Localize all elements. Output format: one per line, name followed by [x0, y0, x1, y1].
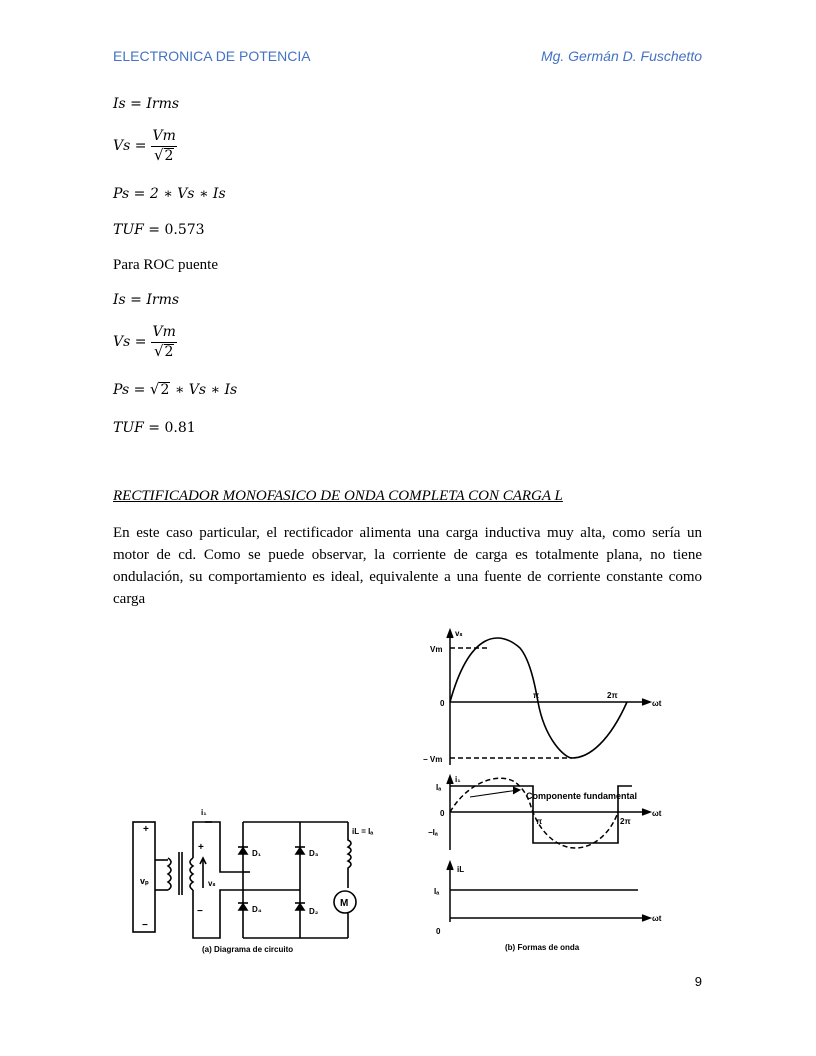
equation-is-b: Is = Irms	[113, 292, 180, 308]
svg-text:0: 0	[440, 699, 445, 708]
svg-text:π: π	[533, 691, 540, 700]
svg-text:D₂: D₂	[309, 907, 319, 916]
svg-text:vₛ: vₛ	[455, 629, 463, 638]
il-label: iL = Iₐ	[352, 827, 374, 836]
svg-text:ωt: ωt	[652, 699, 662, 708]
equation-tuf-b: TUF = 0.81	[113, 420, 196, 436]
secondary-coil	[190, 858, 193, 890]
equation-tuf-a: TUF = 0.573	[113, 222, 205, 238]
vs-label: vₛ	[208, 879, 216, 888]
svg-text:−Iₐ: −Iₐ	[428, 828, 438, 837]
load-inductor	[348, 822, 351, 888]
header-title: ELECTRONICA DE POTENCIA	[113, 48, 311, 64]
svg-text:0: 0	[436, 927, 441, 936]
svg-text:2π: 2π	[607, 691, 618, 700]
vp-label: vₚ	[140, 876, 149, 886]
circuit-caption: (a) Diagrama de circuito	[202, 945, 294, 954]
equation-vs-b: Vs = Vm √ 2	[113, 324, 176, 360]
svg-text:ωt: ωt	[652, 809, 662, 818]
svg-text:D₃: D₃	[309, 849, 319, 858]
svg-text:0: 0	[440, 809, 445, 818]
svg-text:− Vm: − Vm	[423, 755, 443, 764]
equation-is-a: Is = Irms	[113, 96, 180, 112]
equation-ps-a: Ps = 2 ∗ Vs ∗ Is	[113, 186, 226, 202]
body-paragraph: En este caso particular, el rectificador alimenta una carga inductiva muy alta, como sería un motor de cd. Como se puede observar, la corriente de carga es totalmente plana, no tiene ondulación, su comportamiento es ideal, equivalente a una fuente de corriente constante como carga	[113, 525, 702, 607]
waveforms-caption: (b) Formas de onda	[505, 943, 580, 952]
svg-text:iL: iL	[457, 865, 465, 874]
svg-text:D₄: D₄	[252, 905, 262, 914]
equation-ps-b: Ps = √ 2 ∗ Vs ∗ Is	[113, 380, 238, 399]
i1-label: i₁	[201, 808, 207, 817]
svg-text:Componente fundamental: Componente fundamental	[526, 791, 638, 801]
svg-text:D₁: D₁	[252, 849, 262, 858]
diode-d3	[295, 847, 319, 858]
primary-coil	[168, 858, 171, 890]
vp-plus: +	[143, 824, 149, 835]
diode-d1	[238, 847, 262, 858]
vp-minus: −	[142, 920, 148, 931]
circuit-diagram	[133, 808, 373, 954]
waveform-panels	[423, 629, 662, 952]
svg-text:π: π	[536, 817, 543, 826]
vs-plus: +	[198, 842, 204, 853]
bridge-label: Para ROC puente	[113, 257, 218, 273]
svg-text:2π: 2π	[620, 817, 631, 826]
vs-waveform-panel	[423, 629, 662, 765]
svg-text:Iₐ: Iₐ	[434, 887, 440, 896]
fundamental-component	[450, 778, 618, 848]
svg-text:ωt: ωt	[652, 914, 662, 923]
il-waveform-panel	[434, 862, 662, 936]
svg-text:Iₐ: Iₐ	[436, 783, 442, 792]
svg-text:Vm: Vm	[430, 645, 443, 654]
header-author: Mg. Germán D. Fuschetto	[540, 48, 702, 64]
section-title: RECTIFICADOR MONOFASICO DE ONDA COMPLETA CON CARGA L	[113, 488, 563, 504]
equation-vs-a: Vs = Vm √ 2	[113, 128, 176, 164]
diode-d2	[295, 903, 319, 916]
i1-waveform-panel	[428, 775, 662, 850]
page-number: 9	[694, 974, 702, 989]
svg-text:i₁: i₁	[455, 775, 461, 784]
diode-d4	[238, 903, 262, 914]
motor-label: M	[340, 898, 349, 909]
vs-minus: −	[197, 906, 203, 917]
